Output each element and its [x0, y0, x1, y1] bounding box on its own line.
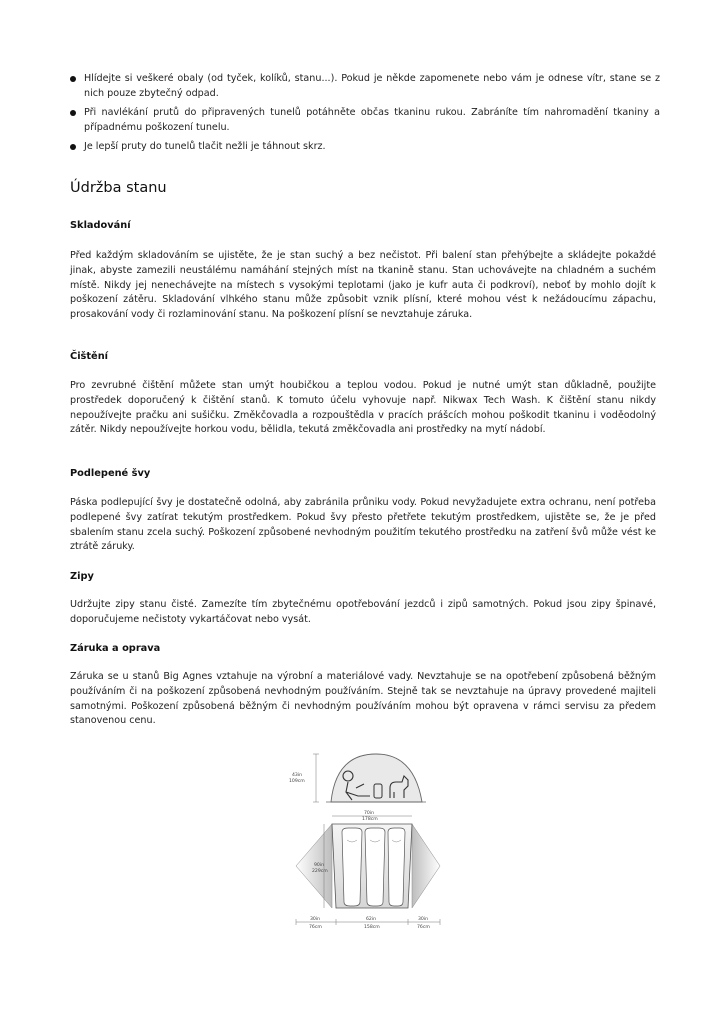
tent-dimensions-diagram: [286, 740, 446, 940]
length-label-cm: 229cm: [312, 869, 328, 874]
section-heading-seams: Podlepené švy: [70, 468, 151, 479]
list-item-text: Je lepší pruty do tunelů tlačit nežli je táhnout skrz.: [84, 141, 326, 153]
section-text-seams: Páska podlepující švy je dostatečně odolná, aby zabránila průniku vody. Pokud nevyžadujete extra ochranu, není potřeba podlepené švy zatírat tekutým prostředkem. Pokud švy přesto přetřete tekutým prostředkem, ujistěte se, že je před sbalením stanu zcela suchý. Poškození způsobené nevhodným použitím tekutého prostředku na zatření švů může vést ke ztrátě záruky.: [70, 497, 656, 553]
section-heading-cleaning: Čištění: [70, 351, 109, 362]
section-text-warranty: Záruka se u stanů Big Agnes vztahuje na výrobní a materiálové vady. Nevztahuje se na opotřebení způsobená běžným používáním či na poškození způsobená nevhodným používáním. Stejně tak se nevztahuje na úpravy provedené majiteli samotnými. Poškození způsobená běžným či nevhodným používáním mohou být opravena v rámci servisu za předem stanovenou cenu.: [70, 671, 656, 727]
bottom-width-label-cm: 158cm: [364, 925, 380, 930]
top-width-label-cm: 178cm: [362, 817, 378, 822]
section-heading-warranty: Záruka a oprava: [70, 643, 161, 654]
section-text-zippers: Udržujte zipy stanu čisté. Zamezíte tím zbytečnému opotřebování jezdců i zipů samotných. Pokud jsou zipy špinavé, doporučujeme nečistoty vykartáčovat nebo vysát.: [70, 599, 656, 625]
list-item: [70, 106, 660, 135]
bullet-icon: [70, 110, 76, 116]
right-vestibule-label-in: 30in: [418, 917, 429, 922]
page-title: Údržba stanu: [70, 180, 167, 196]
length-label-in: 90in: [314, 863, 325, 868]
height-label-cm: 109cm: [289, 779, 305, 784]
section-text-cleaning: Pro zevrubné čištění můžete stan umýt houbičkou a teplou vodou. Pokud je nutné umýt stan důkladně, použijte prostředek doporučený k čištění stanů. K tomuto účelu vyhovuje např. Nikwax Tech Wash. K čištění stanu nikdy nepoužívejte pračku ani sušičku. Změkčovadla a rozpouštědla v pracích prášcích mohou poškodit tkaninu i voděodolný zátěr. Nikdy nepoužívejte horkou vodu, bělidla, tekutá změkčovadla ani prostředky na mytí nádobí.: [70, 380, 656, 436]
left-vestibule-label-cm: 76cm: [309, 925, 322, 930]
right-vestibule: [412, 824, 440, 908]
bullet-icon: [70, 144, 76, 150]
right-vestibule-label-cm: 76cm: [417, 925, 430, 930]
left-vestibule-label-in: 30in: [310, 917, 321, 922]
height-label-in: 43in: [292, 773, 303, 778]
tent-floor-plan: [296, 810, 440, 930]
tips-list: [70, 72, 660, 160]
list-item: [70, 140, 660, 155]
section-heading-storage: Skladování: [70, 220, 131, 231]
section-heading-zippers: Zipy: [70, 571, 94, 582]
top-width-label-in: 70in: [364, 811, 375, 816]
sleeping-bag-1: [342, 828, 362, 906]
section-text-storage: Před každým skladováním se ujistěte, že je stan suchý a bez nečistot. Při balení stan přehýbejte a skládejte pokaždé jinak, abyste zamezili neustálému namáhání stejných míst na tkanině stanu. Stan uchovávejte na chladném a suchém místě. Nikdy jej nenechávejte na místech s vysokými teplotami (jako je kufr auta či podkroví), neboť by mohlo dojít k poškození zátěru. Skladování vlhkého stanu může způsobit vznik plísní, které mohou vést k nežádoucímu zápachu, prosakování vody či rozlaminování stanu. Na poškození plísní se nevztahuje záruka.: [70, 250, 656, 321]
list-item-text: Při navlékání prutů do připravených tunelů potáhněte občas tkaninu rukou. Zabráníte tím nahromadění tkaniny a případnému poškození tunelu.: [84, 107, 660, 133]
sleeping-bag-2: [365, 828, 385, 906]
list-item: [70, 72, 660, 101]
tent-side-profile: [289, 754, 426, 802]
bullet-icon: [70, 76, 76, 82]
bottom-width-label-in: 62in: [366, 917, 377, 922]
tent-side-shape: [331, 754, 422, 802]
list-item-text: Hlídejte si veškeré obaly (od tyček, kolíků, stanu...). Pokud je někde zapomenete nebo vám je odnese vítr, stane se z nich pouze zbytečný odpad.: [84, 73, 660, 99]
sleeping-bag-3: [388, 828, 405, 906]
